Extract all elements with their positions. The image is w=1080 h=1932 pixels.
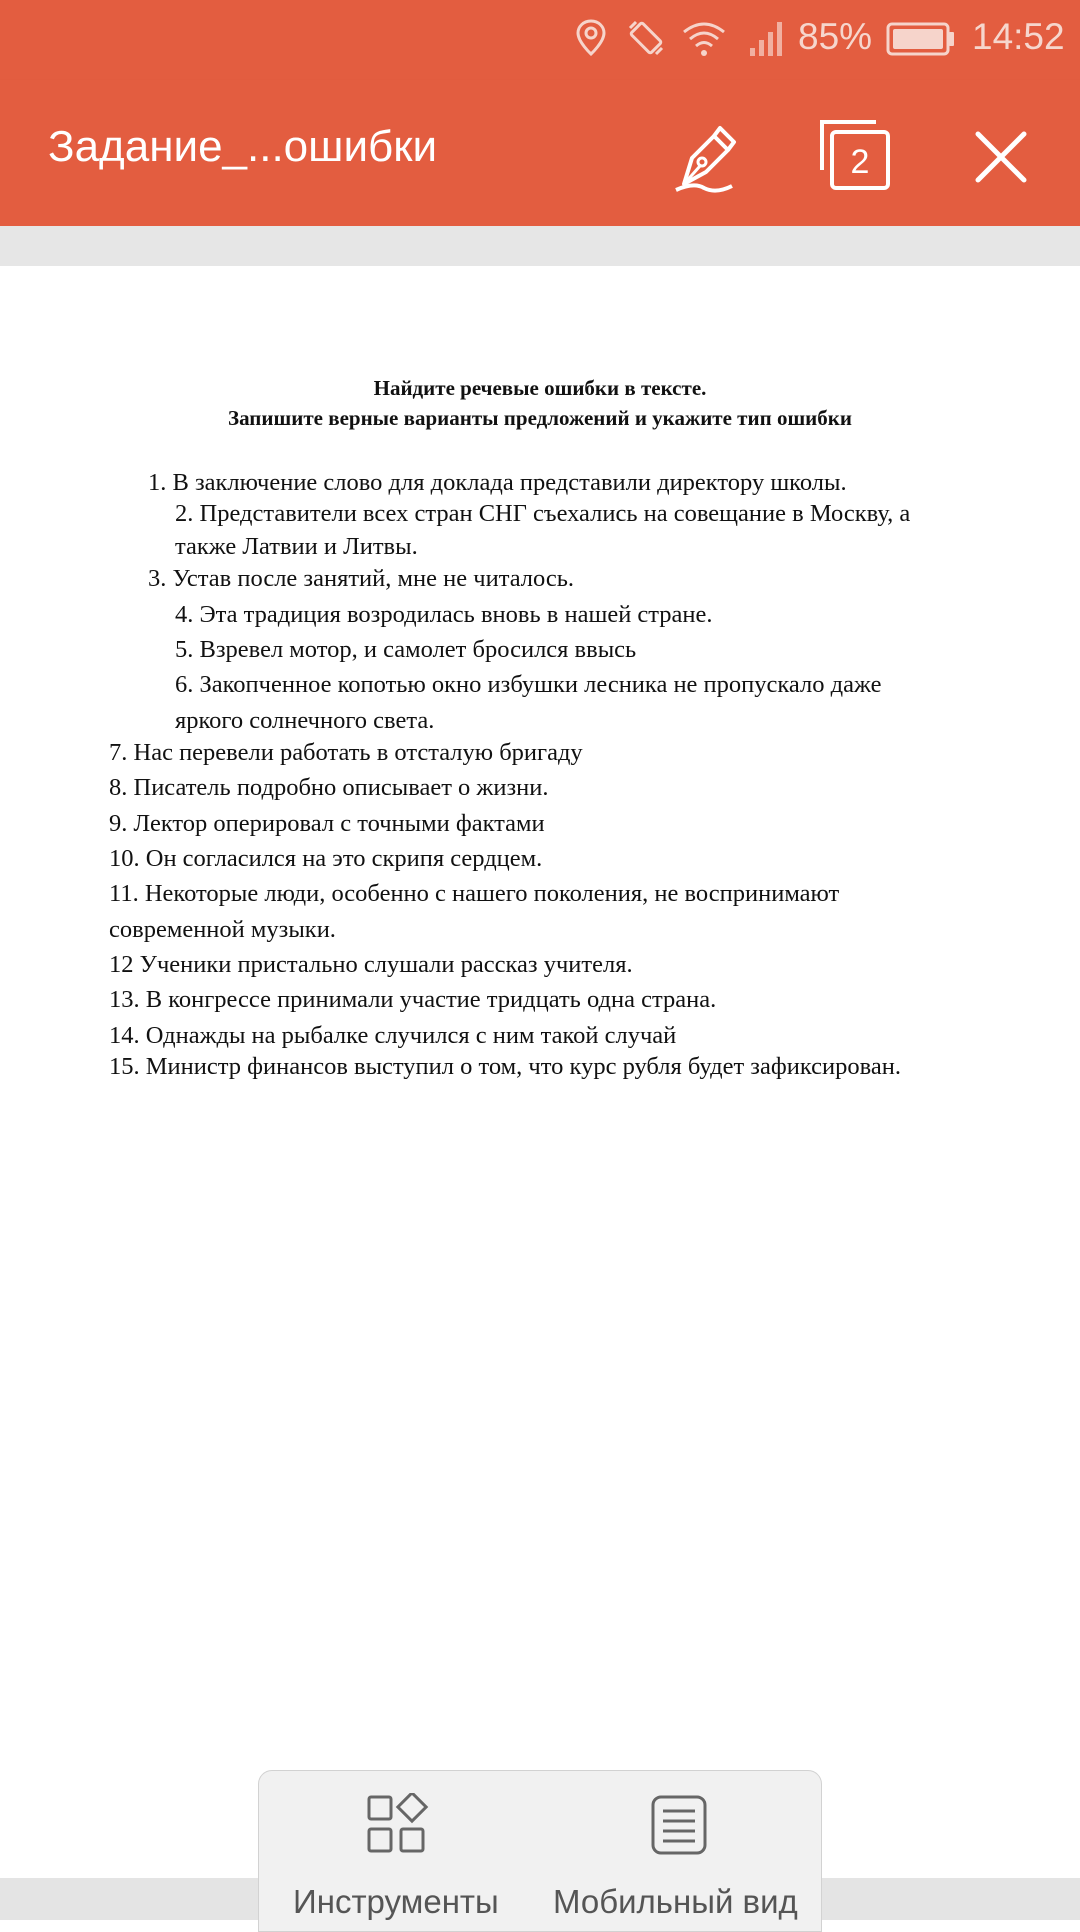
document-line: 3. Устав после занятий, мне не читалось. <box>148 565 575 592</box>
mobile-view-label: Мобильный вид <box>553 1883 798 1920</box>
document-line: 9. Лектор оперировал с точными фактами <box>109 810 545 837</box>
page-count: 2 <box>850 143 870 181</box>
mobile-view-icon <box>647 1793 711 1857</box>
tools-label: Инструменты <box>293 1883 499 1920</box>
document-line: 10. Он согласился на это скрипя сердцем. <box>109 845 543 872</box>
tools-button[interactable] <box>259 1771 539 1921</box>
tools-icon <box>365 1793 429 1857</box>
pen-icon <box>654 106 754 206</box>
document-line: 4. Эта традиция возродилась вновь в нашей стране. <box>175 601 713 628</box>
document-heading: Найдите речевые ошибки в тексте. <box>373 376 707 400</box>
bottom-panel <box>258 1770 822 1932</box>
document-line: 11. Некоторые люди, особенно с нашего поколения, не воспринимают <box>109 880 840 907</box>
document-line: 5. Взревел мотор, и самолет бросился ввысь <box>175 636 637 663</box>
document-line: также Латвии и Литвы. <box>175 533 418 560</box>
document-line: 6. Закопченное копотью окно избушки лесника не пропускало даже <box>175 671 882 698</box>
document-subheading: Запишите верные варианты предложений и укажите тип ошибки <box>228 406 852 430</box>
document-line: 1. В заключение слово для доклада представили директору школы. <box>148 469 847 496</box>
document-page <box>0 266 1080 1878</box>
battery-percent: 85% <box>798 16 873 57</box>
pages-button[interactable] <box>806 106 906 206</box>
edit-button[interactable] <box>654 106 754 206</box>
document-line: 8. Писатель подробно описывает о жизни. <box>109 774 549 801</box>
app-toolbar <box>0 80 1080 226</box>
clock: 14:52 <box>972 16 1065 57</box>
document-title: Задание_...ошибки <box>48 122 438 171</box>
wifi-icon <box>680 18 728 58</box>
close-icon <box>950 106 1050 206</box>
rotation-lock-icon <box>626 18 666 58</box>
document-line: современной музыки. <box>109 916 336 943</box>
document-line: 14. Однажды на рыбалке случился с ним такой случай <box>109 1022 677 1049</box>
page-separator <box>0 226 1080 266</box>
document-line: яркого солнечного света. <box>175 707 435 734</box>
location-icon <box>574 18 608 58</box>
mobile-view-button[interactable] <box>539 1771 821 1921</box>
signal-icon <box>748 18 784 58</box>
document-line: 2. Представители всех стран СНГ съехались на совещание в Москву, а <box>175 500 911 527</box>
status-bar <box>0 0 1080 80</box>
document-line: 13. В конгрессе принимали участие тридцать одна страна. <box>109 986 717 1013</box>
document-line: 7. Нас перевели работать в отсталую бригаду <box>109 739 583 766</box>
document-line: 15. Министр финансов выступил о том, что курс рубля будет зафиксирован. <box>109 1053 901 1080</box>
document-line: 12 Ученики пристально слушали рассказ учителя. <box>109 951 633 978</box>
battery-icon <box>886 22 956 56</box>
close-button[interactable] <box>950 106 1050 206</box>
